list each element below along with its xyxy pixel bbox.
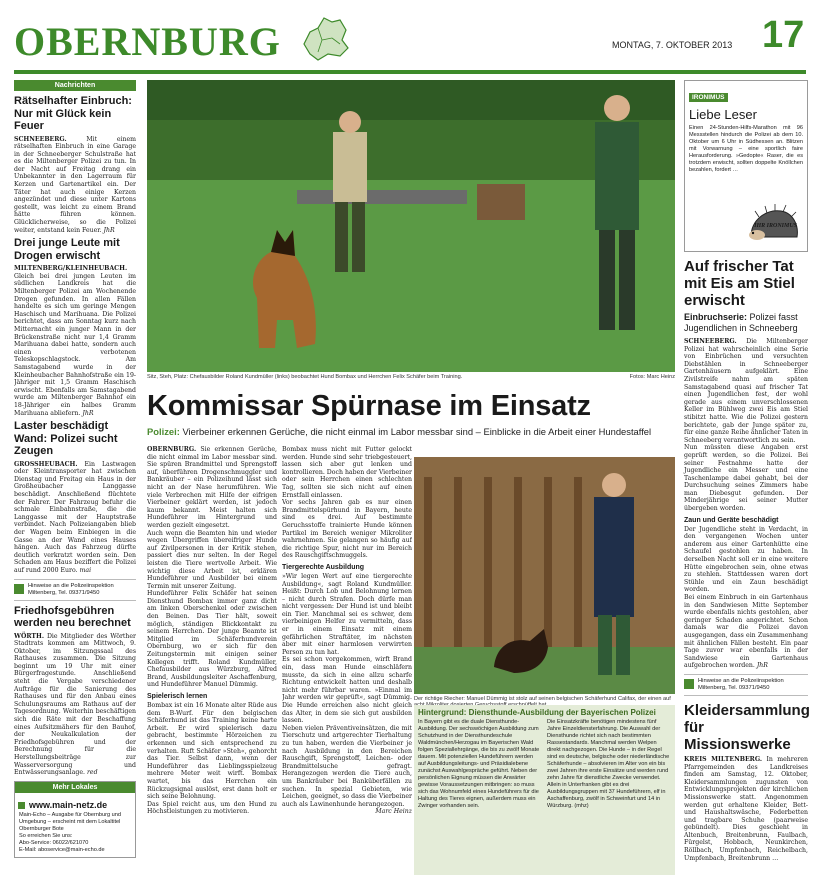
article-headline: Friedhofsgebühren werden neu berechnet — [14, 604, 131, 629]
background-box — [414, 705, 675, 875]
article-column-1 — [147, 446, 277, 876]
contact-label: So erreichen Sie uns: — [19, 832, 73, 839]
background-box-title: Hintergrund: Diensthunde-Ausbildung der Bayerischen Polizei — [418, 708, 656, 717]
section-title: OBERNBURG — [14, 19, 281, 64]
page-number: 17 — [762, 14, 805, 56]
article-headline: Drei junge Leute mit Drogen erwischt — [14, 237, 120, 262]
right-column — [684, 80, 808, 880]
subheading: Tiergerechte Ausbildung — [282, 563, 365, 571]
article-headline: Kleidersammlung für Missionswerke — [684, 701, 810, 753]
article-subheadline: Einbruchserie: Polizei fasst Jugendlichen in Schneeberg — [684, 312, 798, 333]
author-signature: Marc Heinz — [375, 808, 412, 816]
article-headline: Auf frischer Tat mit Eis am Stiel erwischt — [684, 258, 795, 309]
second-photo — [414, 457, 675, 694]
edition-note: Main-Echo – Ausgabe für Obernburg und Umgebung – erscheint mit dem Lokaltitel Obernburger Bote — [19, 811, 121, 832]
left-column — [14, 80, 136, 880]
article-body: WÖRTH. Die Mitglieder des Wörther Stadtrats kommen am Mittwoch, 9. Oktober, im Sitzungssaal des Rathauses zusammen. Die Sitzung beginnt um 19 Uhr mit einer Bürgerfragestunde. Anschließend steht die Vergabe verschiedener Aufträge für die Sanierung des Rathauses und für den Anbau eines Schulungsraums am Rathaus auf der Tagesordnung. Weiterhin beschäftigen sich die Räte mit der Beschaffung eines Aufsitzmähers für den Bauhof, der Neukalkulation der Friedhofsgebühren und der Berechnung für die Herstellungsbeiträge zur Wasserversorgung und Entwässerungsanlage. red — [14, 632, 136, 777]
paragraph: Nun müssten diese Angaben erst geprüft werden, so die Polizei. Bei seiner Festnahme hatte der Jugendliche ein Messer und eine Taschenlampe dabei gehabt, bei der Durchsuchung seines Zimmers habe man Diebesgut gefunden. Der Minderjährige sei seiner Mutter übergeben worden. — [684, 444, 808, 513]
main-subheadline: Polizei: Vierbeiner erkennen Gerüche, die nicht einmal im Labor messbar sind – Einblicke in die Arbeit einer Hundestaffel — [147, 426, 652, 437]
paragraph: Bombax ist ein 16 Monate alter Rüde aus dem B-Wurf. Für den belgischen Schäferhund ist das Training keine harte Arbeit. Er wird spielerisch dazu gebracht, bestimmte Hörzeichen zu erkennen und sich entsprechend zu verhalten. Ruft Schäfer »Steh«, gehorcht das Tier. Selbst dann, wenn der Hundeführer das Lieblingsspielzeug mehrere Meter weit wirft. Bombax wartet, bis das Herrchen ein Rückzugsignal auslöst, erst dann holt er sich seine Belohnung. — [147, 702, 277, 801]
paragraph: Hundeführer Felix Schäfer hat seinen Diensthund Bombax immer ganz dicht am linken Oberschenkel oder zwischen den Beinen. Das Tier hält, soweit möglich, ständigen Blickkontakt zu seinem Herrchen. Der junge Beamte ist Mitglied im Schäferhundverein Obernburg, wo er sich für den Zeitungstermin mit einigen seiner Kollegen trifft. Roland Kundmüller, Chefausbilder aus Würzburg, Alfred Brand, Ausbildungsleiter Aschaffenburg, und Hundeführer Manuel Dümmig. — [147, 590, 277, 689]
mehr-lokales-box — [14, 781, 136, 858]
ironimus-text: Einen 24-Stunden-Hilfs-Marathon mit 96 Messstellen hindurch die Polizei ab dem 10. Oktober um 6 Uhr in Südhessen an. Blitzen mit Vorwarnung – eine sportlich faire Herausforderung. »Gedopte« Raser, die es trotzdem erwischt, sollten doppelte Knöllchen bezahlen, fordert … — [689, 125, 803, 173]
police-contact-note: Hinweise an die Polizeiinspektion Miltenberg, Tel. 09371/9450 — [684, 674, 808, 696]
paragraph: Bombax muss nicht mit Futter gelockt werden. Hunde sind sehr triebgesteuert, lassen sich aber gut lenken und kontrollieren. Doch haben der Vierbeiner oder sein Herrchen einen schlechten Tag, sollten sie sich nicht auf einen Ernstfall einlassen. — [282, 446, 412, 499]
ironimus-box — [684, 80, 808, 252]
photo-caption: Der richtige Riecher: Manuel Dümmig ist stolz auf seinen belgischen Schäferhund Califax, der einen auf — [414, 696, 671, 702]
header-rule — [14, 70, 806, 74]
training-photo-illustration — [147, 80, 675, 372]
ironimus-title: Liebe Leser — [689, 107, 757, 122]
region-map-icon — [296, 14, 352, 62]
abo-email[interactable]: E-Mail: aboservice@main-echo.de — [19, 846, 105, 853]
background-text-col-2: Die Einsatzkräfte benötigen mindestens fünf Jahre Einzeldiensterfahrung. Die Auswahl der Diensthunde richtet sich nach bestimmten Rassestandards. Manchmal werden Welpen direkt nachgezogen. Die Hunde – in der Regel sind es deutsche, belgische oder niederländische Schäferhunde – absolvieren im Alter von ein bis zwei Jahren ihre erste Einsätze und werden rund zehn Jahre für dienstliche Zwecke verwendet. Allein in Unterfranken gibt es drei Ausbildungsgruppen mit 37 Hundeführern, elf in Aschaffenburg, zwölf in Schweinfurt und 14 in Würzburg. (mhz) — [547, 719, 670, 809]
arrow-icon — [684, 679, 694, 689]
article-body: MILTENBERG/KLEINHEUBACH. Gleich bei drei jungen Leuten im südlichen Landkreis hat die Miltenberger Polizei am Wochenende Drogen gefunden. In allen Fällen handelte es sich um geringe Mengen Haschisch und Marihuana. Die Polizei berichtet, dass am Sonntag kurz nach Mitternacht ein junger Mann in der Brückenstraße nicht nur 1,4 Gramm Marihuana dabei hatte, sondern auch einen verbotenen Teleskopschlagstock. Am Samstagabend wurde in der Kleinheubacher Bahnhofstraße ein 19-Jähriger mit 1,5 Gramm Haschisch erwischt. Ebenfalls am Samstagabend wurde am Miltenberger Bahnhof ein 18-Jähriger ein halbes Gramm Marihuana abliefern. JhR — [14, 265, 136, 417]
section-tag-mehr-lokales: Mehr Lokales — [15, 782, 135, 793]
paragraph: »Wir legen Wert auf eine tiergerechte Ausbildung«, sagt Roland Kundmüller. Heißt: Durch Lob und Belohnung lernen – nicht durch Strafen. Doch dürfe man nicht vergessen: Der Hund ist und bleibt ein Tier. Manchmal sei es schwer, dem vierbeinigen Helfer zu vermitteln, dass er in einem Einsatz mit einem gefährlichen Straftäter, im nächsten aber mit einer harmlosen verwirrten Person zu tun hat. — [282, 572, 412, 656]
subheading: Spielerisch lernen — [147, 693, 208, 700]
paragraph: Bei einem Einbruch in ein Gartenhaus in den Sandwiesen Mitte September wurde ebenfalls nichts gestohlen, aber geringer Schaden angerichtet. Schon damals war die Polizei davon ausgegangen, dass ein Zusammenhang mit ähnlichen Fällen besteht. Ein paar Tage zuvor war ebenfalls in der Sandwiese ein Gartenhaus aufgebrochen worden. JhR — [684, 594, 808, 670]
section-tag-nachrichten: Nachrichten — [14, 80, 136, 91]
ironimus-signature: IHR IRONIMUS — [754, 223, 797, 229]
paragraph: Es sei schon vorgekommen, wirft Brand ein, dass man Hunde einschläfern musste, da sich in eine allzu scharfe Richtung entwickelt hatten und deshalb nicht mehr führbar waren. »Einmal im Jahr werden wir geprüft«, sagt Dümmig. Die Hunde erreichen also nicht gleich das Alter, in dem sie sich gut ausbilden lassen. — [282, 656, 412, 725]
article-body: SCHNEEBERG. Mit einem rätselhaften Einbruch in eine Garage in der Schneeberger Schulstraße hat es die Miltenberger Polizei zu tun. In der Nacht auf Freitag drang ein Unbekannter in den Lagerraum für Kerzen und Gartenartikel ein. Der Täter hat auch einige Kerzen angezündet und diese unter Kartons gestellt, was leicht zu einem Brand hätte führen können. Glücklicherweise, so die Polizei weiter, entstand kein Feuer. JhR — [14, 135, 136, 234]
website-link[interactable]: www.main-netz.de — [15, 797, 135, 812]
paragraph: Das Spiel reicht aus, um den Hund zu Höchstleistungen zu motivieren. — [147, 800, 277, 816]
photo-credit: Fotos: Marc Heinz — [629, 374, 675, 380]
main-headline: Kommissar Spürnase im Einsatz — [147, 390, 591, 422]
arrow-icon — [14, 584, 24, 594]
article-body: GROSSHEUBACH. Ein Lastwagen oder Kleintransporter hat zwischen Dienstag und Freitag ein Haus in der Großheubacher Langgasse beschädigt. Anschließend flüchtete der Fahrer. Der Fahrzeug befuhr die schmale Einbahnstraße, die die Langgasse mit der Hauptstraße verbindet. Nach Polizeiangaben blieb der Wagen beim Einbiegen in die Gasse an der Wand eines Hauses hängen. Auch das Fahrzeug dürfte deutlich verkratzt worden sein. Den Schaden am Haus beziffert die Polizei auf rund 2000 Euro. mai — [14, 460, 136, 574]
photo-caption: Sitz, Steh, Platz: Chefausbilder Roland Kundmüller (links) beobachtet Hund Bombax und Herrchen Felix Schäfer beim Training. Fotos: Marc Heinz — [147, 374, 675, 380]
article-headline: Laster beschädigt Wand: Polizei sucht Zeugen — [14, 420, 118, 458]
main-photo — [147, 80, 675, 372]
dog-handler-illustration — [414, 457, 675, 694]
article-headline: Rätselhafter Einbruch: Nur mit Glück kein Feuer — [14, 95, 132, 132]
police-contact-note: Hinweise an die Polizeiinspektion Miltenberg, Tel. 09371/9450 — [14, 579, 136, 601]
ironimus-tag: IRONIMUS — [689, 93, 728, 102]
paragraph: Auch wenn die Beamten hin und wieder wegen Übergriffen übereifriger Hunde auf Zivilpersonen in der Kritik stehen, passiert dies nur selten. In der Regel leisten die Tiere wertvolle Arbeit. Wie wichtig diese Arbeit ist, erklären Hundeführer und Ausbilder bei einem Termin mit unserer Zeitung. — [147, 529, 277, 590]
background-text-col-1: In Bayern gibt es die duale Diensthunde-Ausbildung. Der sechswöchigen Ausbildung zum Schutzhund in der Diensthundeschule Waldmünchen/Herzogau im Bayerischen Wald folgen Speziallehrgänge, die bis zu zwölf Monate dauern. Mit potenziellen Hundeführern werden auf Ausbildungsleitungs- und Präsidialebene zunächst Auswahlgespräche geführt. Neben der persönlichen Eignung müssen die Anwärter gewisse Voraussetzungen mitbringen: so muss sich das Wohnumfeld eines Hundeführers für die Haltung des Tieres eignen, außerdem muss ein Zwinger vorhanden sein. — [418, 719, 540, 809]
issue-date: MONTAG, 7. OKTOBER 2013 — [612, 40, 733, 50]
paragraph: Neben vielen Präventiveinsätzen, die mit Tierschutz und artgerechter Tierhaltung zu tun haben, werden die Vierbeiner je nach Ausbildung in den Bereichen Rauschgift, Sprengstoff, Leichen- oder Brandmittelsuche gefragt. Herangezogen werden die Tiere auch, um Bankräuber bei Banküberfällen zu suchen. In spezial Gebieten, wie Leichen, geeignet, so dass die Vierbeiner auch als Lawinenhunde herangezogen. — [282, 724, 412, 808]
paragraph: Der Jugendliche steht in Verdacht, in den vergangenen Wochen unter anderem aus einer Gartenhütte eine Schaufel gestohlen zu haben. In derselben Nacht soll er in eine weitere Hütte eingebrochen sein, ohne etwas zu stehlen. Stattdessen waren dort Stühle und ein Zaun beschädigt worden. — [684, 525, 808, 594]
subheading: Zaun und Geräte beschädigt — [684, 516, 779, 524]
abo-phone: Abo-Service: 06022/621070 — [19, 839, 89, 846]
paragraph: KREIS MILTENBERG. In mehreren Pfarrgemeinden des Landkreises finden am Samstag, 12. Oktober, Kleidersammlungen zugunsten von Entwicklungsprojekten der kirchlichen Missionswerke statt. Angenommen werden gut erhaltene Kleider, Bett- und Haushaltswäsche, Federbetten und tragbare Schuhe (paarweise gebündelt). Dies geschieht in Altenbuch, Breitenbrunn, Faulbach, Fürgelst, Hobbach, Neunkirchen, Röllbach, Umpfenbach, Reichelbach, Umpfenbach, Breitenbrunn … — [684, 755, 808, 862]
paragraph: SCHNEEBERG. Die Miltenberger Polizei hat wahrscheinlich eine Serie von Einbrüchen und versuchten Diebstählen in Schneeberger Gartenhäusern aufgeklärt. Eine Zivilstreife nahm am späten Samstagabend quasi auf frischer Tat einen Jugendlichen fest, der wohl gerade aus einem unverschlossenen Keller im Bühlweg zwei Eis am Stiel stibitzt hatte. Wie die Polizei gestern berichtete, gab der Junge später zu, für eine ganze Reihe ähnlicher Taten in Schneeberg verantwortlich zu sein. — [684, 338, 809, 444]
paragraph: OBERNBURG. Sie erkennen Gerüche, die nicht einmal im Labor messbar sind. Sie spüren Brandmittel und Sprengstoff auf, überführen Drogenschmuggler und Bankräuber – ein Polizeihund lässt sich nicht an der Nase herumführen. Wie viele Verbrechen mit Hilfe der eifrigen Vierbeiner geklärt werden, ist jedoch kaum bekannt. Meist halten sich Hundeführer im Hintergrund und werden gezielt eingesetzt. — [147, 446, 277, 529]
article-column-2 — [282, 446, 412, 876]
paragraph: Vor sechs Jahren gab es nur einen Brandmittelspürhund in Bayern, heute sind es drei. Auf bestimmte Geruchsstoffe trainierte Hunde können Partikel im Bereich weniger Mikroliter wahrnehmen. Sie gelangen so häufig auf die richtige Spur, nicht nur im Bereich des Rauschgiftschmuggels. — [282, 499, 412, 560]
